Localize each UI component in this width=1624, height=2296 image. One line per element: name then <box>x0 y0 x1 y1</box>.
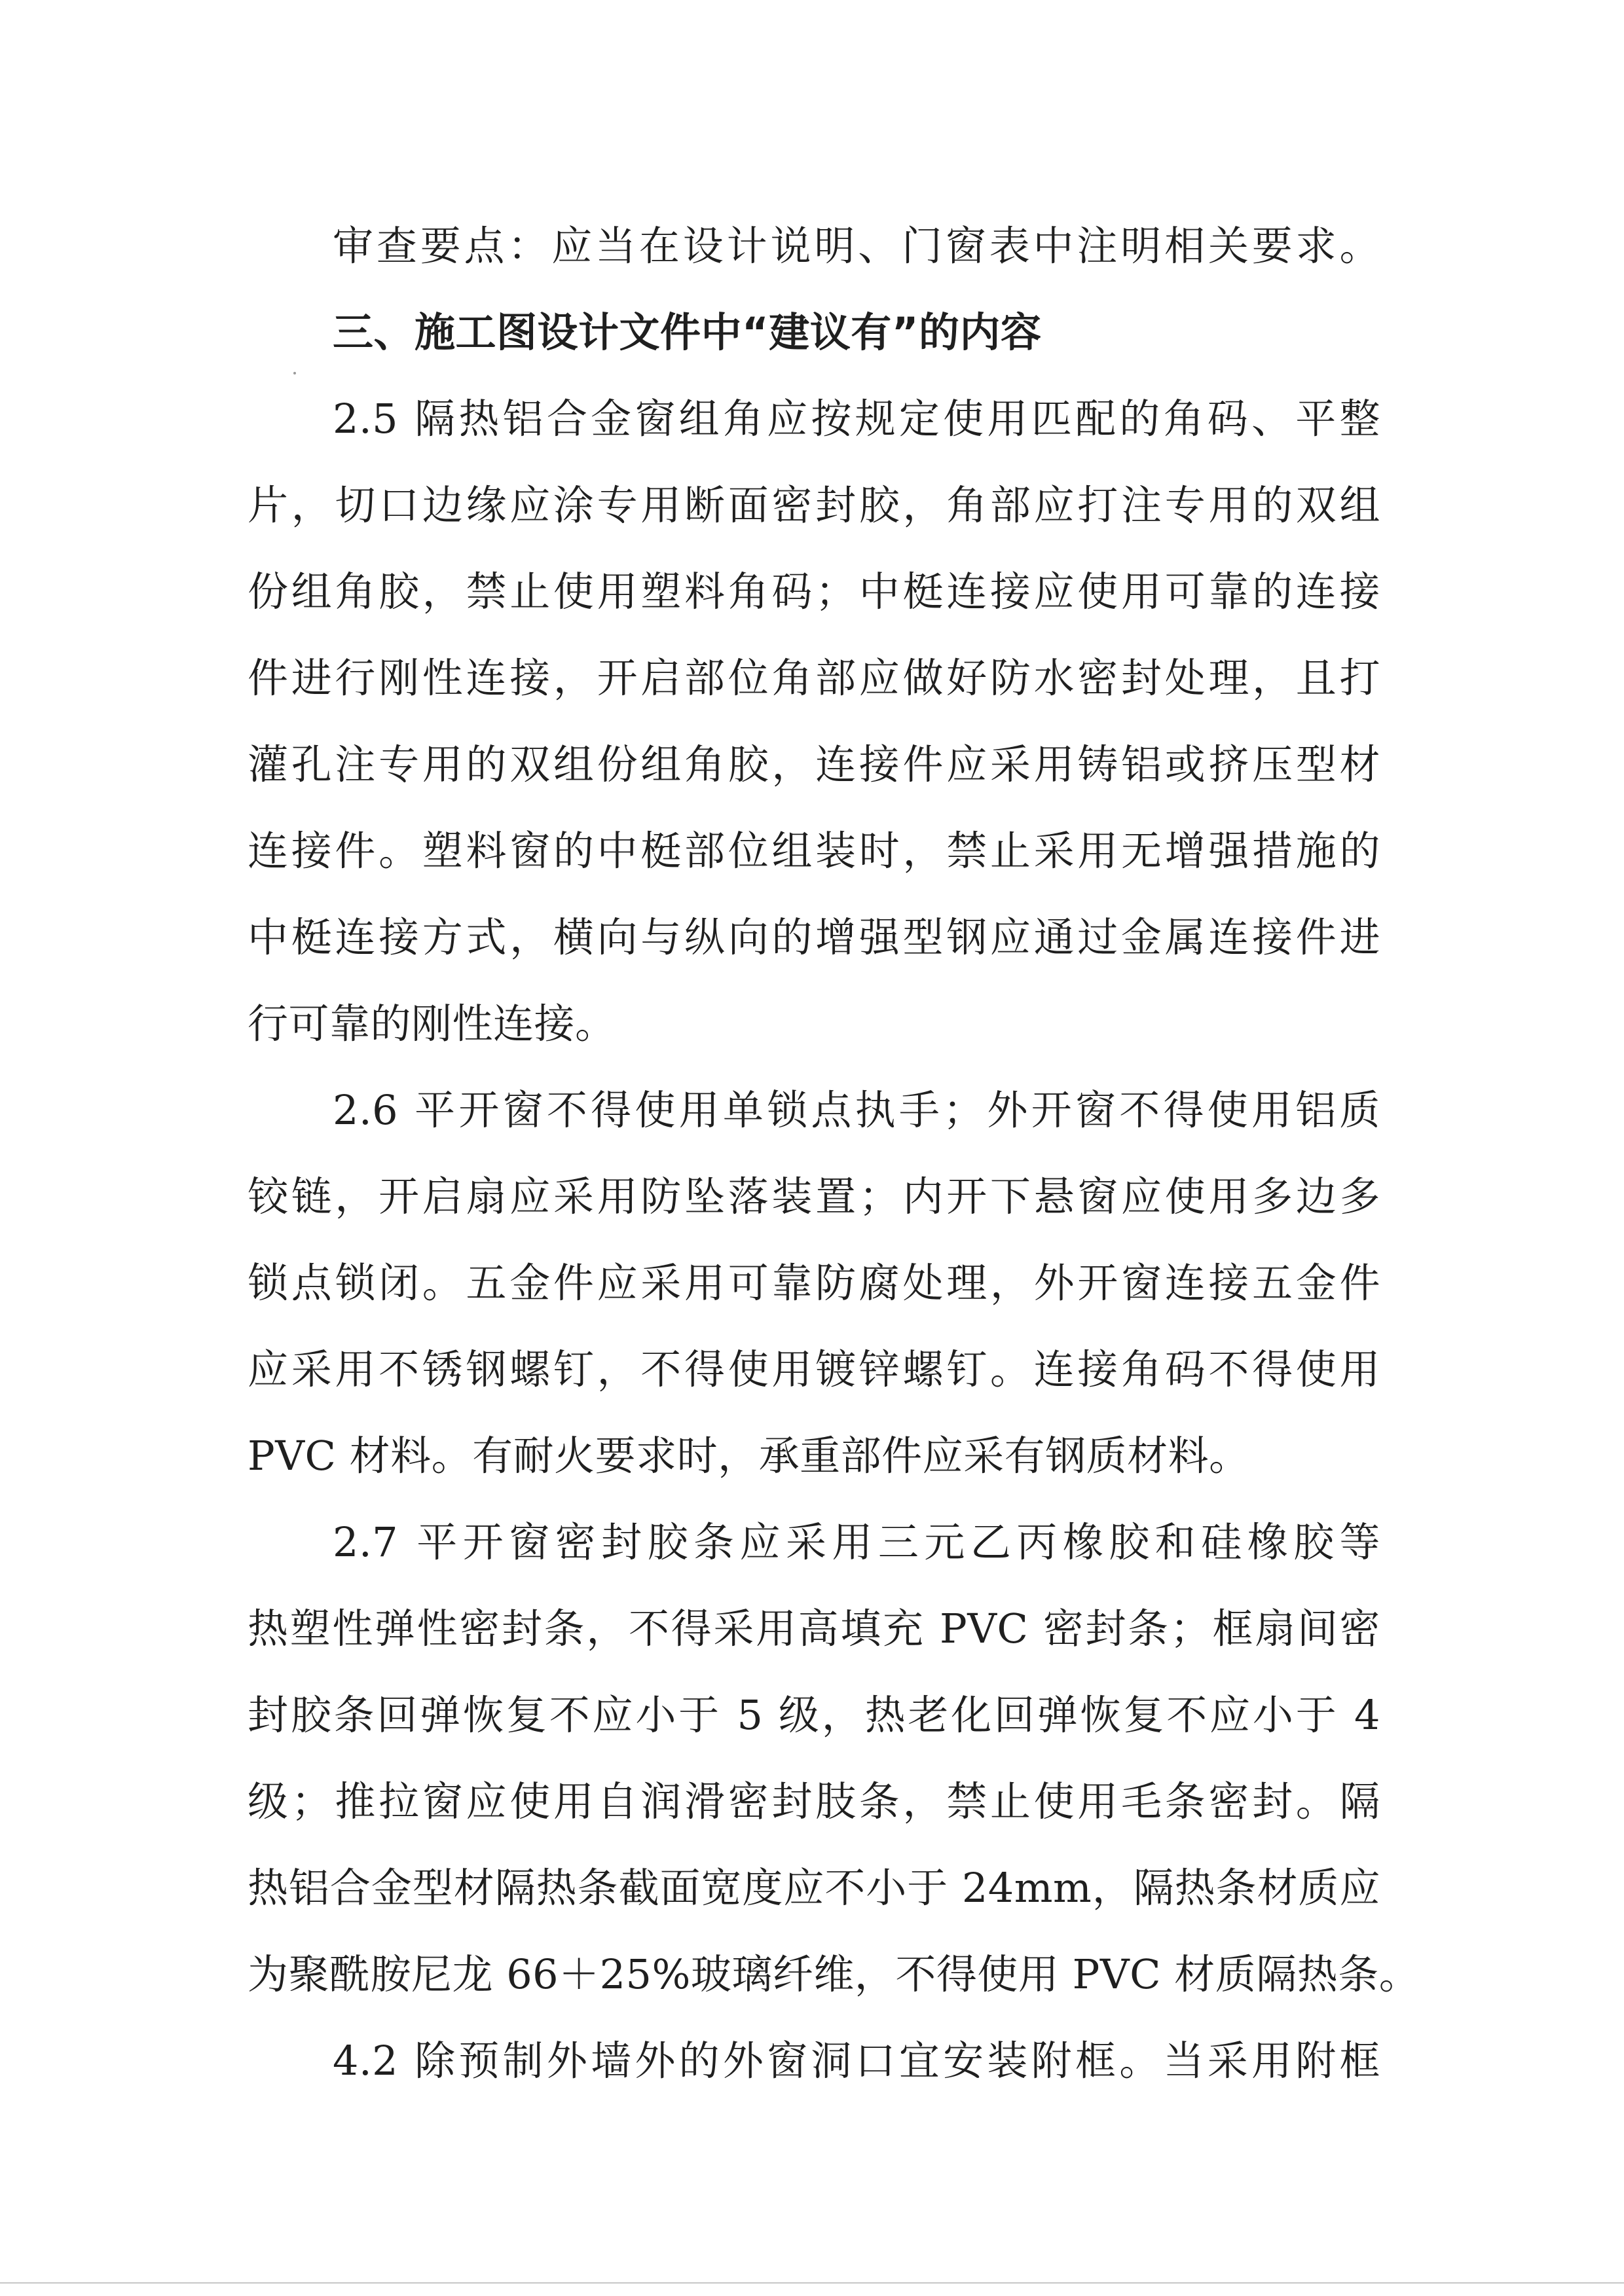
paragraph-2-7-line: 热铝合金型材隔热条截面宽度应不小于 24mm，隔热条材质应 <box>248 1864 1380 1912</box>
paragraph-2-6-line: 2.6 平开窗不得使用单锁点执手；外开窗不得使用铝质 <box>333 1086 1380 1134</box>
paragraph-2-7-line: 2.7 平开窗密封胶条应采用三元乙丙橡胶和硅橡胶等 <box>333 1518 1380 1566</box>
paragraph-2-5-line: 片，切口边缘应涂专用断面密封胶，角部应打注专用的双组 <box>248 481 1380 529</box>
paragraph-2-5-line: 2.5 隔热铝合金窗组角应按规定使用匹配的角码、平整 <box>333 395 1380 443</box>
paragraph-2-7-line: 级；推拉窗应使用自润滑密封肢条，禁止使用毛条密封。隔 <box>248 1777 1380 1825</box>
paragraph-2-7-line: 为聚酰胺尼龙 66＋25%玻璃纤维，不得使用 PVC 材质隔热条。 <box>248 1950 1420 1998</box>
paragraph-2-6-line: 应采用不锈钢螺钉，不得使用镀锌螺钉。连接角码不得使用 <box>248 1345 1380 1393</box>
paragraph-4-2-line: 4.2 除预制外墙外的外窗洞口宜安装附框。当采用附框 <box>333 2037 1380 2085</box>
paragraph-2-5-line: 行可靠的刚性连接。 <box>248 1000 616 1048</box>
paragraph-2-5-line: 件进行刚性连接，开启部位角部应做好防水密封处理，且打 <box>248 654 1380 702</box>
document-body <box>248 203 1420 2104</box>
paragraph-2-5-line: 中梃连接方式，横向与纵向的增强型钢应通过金属连接件进 <box>248 913 1380 961</box>
paragraph-2-5-line: 灌孔注专用的双组份组角胶，连接件应采用铸铝或挤压型材 <box>248 740 1380 788</box>
paragraph-2-7-line: 热塑性弹性密封条，不得采用高填充 PVC 密封条；框扇间密 <box>248 1605 1380 1652</box>
section-heading: 三、施工图设计文件中“建议有”的内容 <box>333 308 1042 356</box>
review-point-line: 审查要点：应当在设计说明、门窗表中注明相关要求。 <box>333 222 1380 270</box>
paragraph-2-5-line: 连接件。塑料窗的中梃部位组装时，禁止采用无增强措施的 <box>248 827 1380 875</box>
paragraph-2-6-line: PVC 材料。有耐火要求时，承重部件应采有钢质材料。 <box>248 1432 1250 1480</box>
scan-edge-line <box>0 2282 1624 2284</box>
scan-speck <box>293 372 296 374</box>
paragraph-2-6-line: 锁点锁闭。五金件应采用可靠防腐处理，外开窗连接五金件 <box>248 1259 1380 1307</box>
paragraph-2-7-line: 封胶条回弹恢复不应小于 5 级，热老化回弹恢复不应小于 4 <box>248 1691 1380 1739</box>
paragraph-2-5-line: 份组角胶，禁止使用塑料角码；中梃连接应使用可靠的连接 <box>248 568 1380 615</box>
paragraph-2-6-line: 铰链，开启扇应采用防坠落装置；内开下悬窗应使用多边多 <box>248 1173 1380 1220</box>
